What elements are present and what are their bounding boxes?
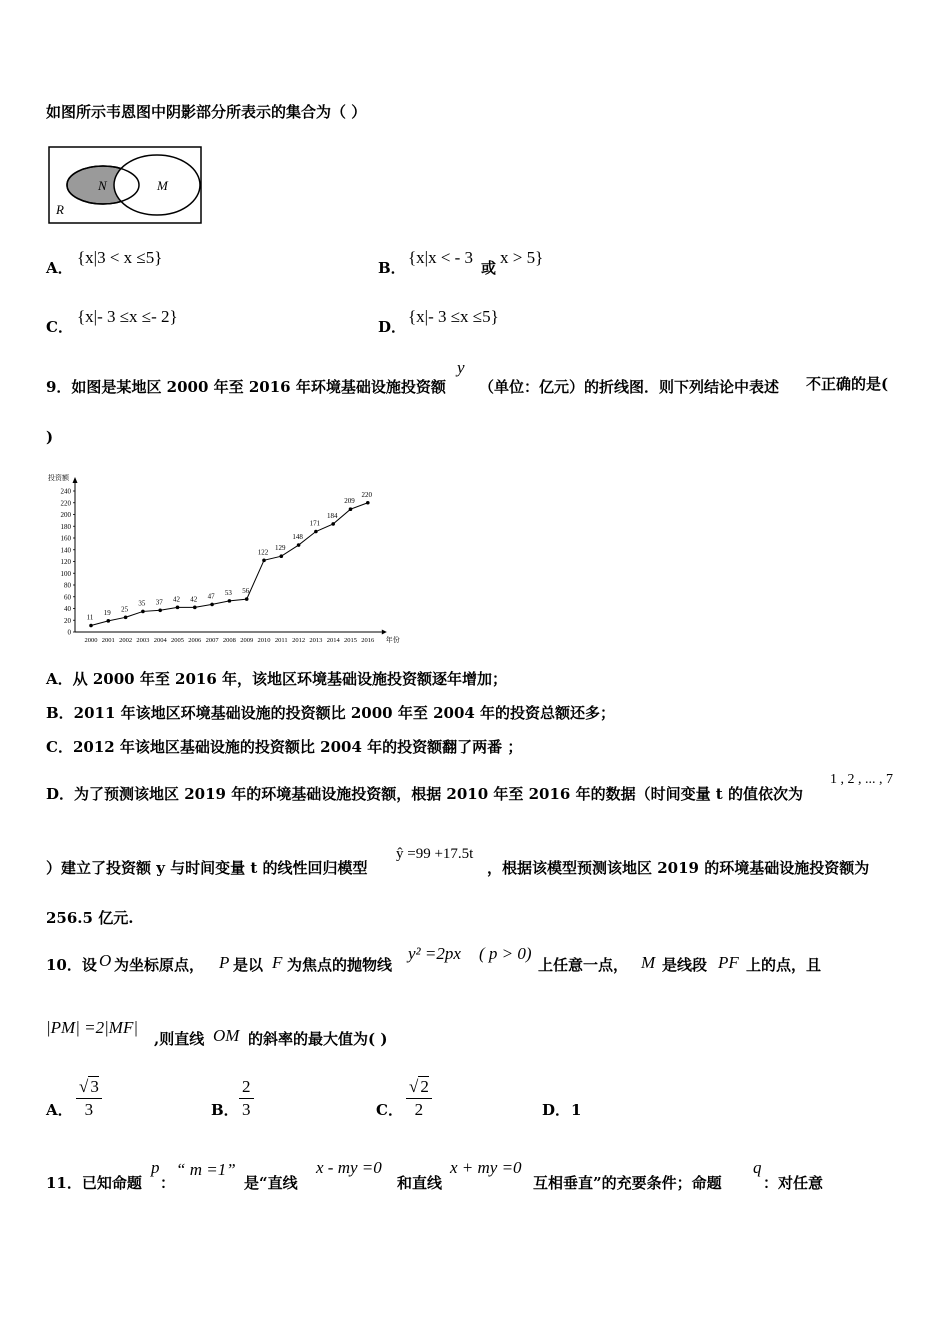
q9-option-d-text-a: D．为了预测该地区 2019 年的环境基础设施投资额，根据 2010 年至 2016 年的数据（时间变量 t 的值依次为 xyxy=(46,785,803,803)
chart-x-tick-label: 2002 xyxy=(119,637,133,644)
q9-option-c: C．2012 年该地区基础设施的投资额比 2004 年的投资额翻了两番 ； xyxy=(46,738,523,756)
chart-point xyxy=(89,624,93,628)
q8-option-a-letter: A． xyxy=(46,259,73,277)
chart-y-tick-label: 240 xyxy=(60,487,71,496)
chart-point xyxy=(245,597,249,601)
chart-point xyxy=(158,608,162,612)
q11-line-2: x + my =0 xyxy=(450,1158,522,1177)
q10-option-d-letter: D． xyxy=(542,1101,571,1119)
chart-data-label: 25 xyxy=(121,605,129,614)
chart-data-label: 209 xyxy=(344,497,355,506)
chart-point xyxy=(176,606,180,610)
chart-point xyxy=(124,616,128,620)
chart-data-label: 122 xyxy=(257,548,269,557)
q11-text-3: 互相垂直”的充要条件；命题 xyxy=(533,1174,722,1192)
q9-option-d-sequence: 1 , 2 , ... , 7 xyxy=(830,772,893,787)
chart-y-tick-label: 80 xyxy=(64,581,71,590)
q9-stem-c: 不正确的是( xyxy=(806,375,889,393)
q10-option-b-denominator: 3 xyxy=(242,1100,251,1119)
q8-option-b-math-a: {x|x < - 3 xyxy=(408,248,474,267)
chart-x-tick-label: 2015 xyxy=(344,637,357,644)
chart-data-label: 42 xyxy=(173,595,180,604)
investment-line-chart xyxy=(44,470,400,648)
chart-x-tick-label: 2001 xyxy=(101,637,115,644)
q11-text-4: ：对任意 xyxy=(763,1174,824,1192)
chart-x-axis-arrow xyxy=(382,630,387,635)
chart-point xyxy=(193,606,197,610)
chart-point xyxy=(107,619,111,623)
q11-line-1: x - my =0 xyxy=(316,1158,382,1177)
q11-var-p: p xyxy=(151,1158,160,1177)
chart-data-label: 171 xyxy=(309,519,321,528)
q10-text-3: 为焦点的抛物线 xyxy=(287,956,393,974)
q10-text-4: 上任意一点， xyxy=(538,956,629,974)
q10-ratio: |PM| =2|MF| xyxy=(46,1018,139,1037)
chart-x-tick-label: 2000 xyxy=(84,637,98,644)
q10-option-b-fraction xyxy=(239,1076,254,1121)
chart-point xyxy=(228,599,232,603)
q11-colon-1: ： xyxy=(160,1174,176,1192)
chart-point xyxy=(141,610,145,614)
chart-x-tick-label: 2007 xyxy=(205,637,219,644)
q9-stem-b: （单位：亿元）的折线图．则下列结论中表述 xyxy=(479,378,780,396)
q10-option-c-numerator: 2 xyxy=(420,1077,429,1096)
q10-var-om: OM xyxy=(213,1026,240,1045)
chart-x-tick-label: 2008 xyxy=(222,637,236,644)
chart-point xyxy=(314,530,318,534)
chart-y-axis-arrow xyxy=(73,477,78,483)
q10-text-2: 是以 xyxy=(233,956,264,974)
q9-option-b: B．2011 年该地区环境基础设施的投资额比 2000 年至 2004 年的投资总额还多； xyxy=(46,704,616,722)
chart-data-label: 11 xyxy=(86,613,94,622)
q10-text-6: 上的点，且 xyxy=(746,956,822,974)
chart-data-label: 148 xyxy=(292,533,303,542)
q10-option-a-denominator: 3 xyxy=(84,1100,94,1119)
chart-x-tick-label: 2004 xyxy=(153,637,167,644)
chart-data-label: 35 xyxy=(138,599,146,608)
venn-diagram xyxy=(48,146,204,226)
q8-option-d-letter: D． xyxy=(378,318,407,336)
q10-label: 10．设 xyxy=(46,956,97,974)
q9-option-d-text-b: ）建立了投资额 y 与时间变量 t 的线性回归模型 xyxy=(46,859,368,877)
chart-data-label: 42 xyxy=(190,595,198,604)
q10-option-c-denominator: 2 xyxy=(414,1100,424,1119)
q9-option-a: A．从 2000 年至 2016 年，该地区环境基础设施投资额逐年增加； xyxy=(46,670,508,688)
chart-y-tick-label: 180 xyxy=(60,522,71,531)
chart-y-tick-label: 40 xyxy=(64,605,71,613)
chart-point xyxy=(297,543,301,547)
q10-var-p: P xyxy=(219,953,230,972)
chart-point xyxy=(280,554,284,558)
chart-point xyxy=(366,501,370,505)
q8-option-d-math: {x|- 3 ≤x ≤5} xyxy=(408,307,499,326)
q10-option-d-value: 1 xyxy=(571,1101,582,1119)
q10-option-a-fraction: $\frac{√ 3}{3}$ xyxy=(76,1076,102,1121)
chart-data-label: 37 xyxy=(155,598,163,607)
chart-point xyxy=(262,559,266,563)
q8-option-c-math: {x|- 3 ≤x ≤- 2} xyxy=(77,307,178,326)
chart-x-tick-label: 2011 xyxy=(274,637,288,644)
q11-var-q: q xyxy=(753,1158,762,1177)
chart-x-tick-label: 2003 xyxy=(136,637,150,644)
q8-option-a-math: {x|3 < x ≤5} xyxy=(77,248,163,267)
chart-x-tick-label: 2005 xyxy=(171,637,184,644)
q10-var-o: O xyxy=(99,951,112,970)
chart-x-label: 年份 xyxy=(385,636,400,644)
q10-condition: ( p > 0) xyxy=(479,944,532,963)
chart-x-tick-label: 2016 xyxy=(361,637,375,644)
q8-option-c-letter: C． xyxy=(46,318,73,336)
q8-option-b-letter: B． xyxy=(378,259,406,277)
q8-option-b-or: 或 xyxy=(481,259,497,277)
q10-var-f: F xyxy=(272,953,283,972)
chart-y-tick-label: 200 xyxy=(60,511,71,519)
venn-label-m: M xyxy=(157,178,168,193)
chart-point xyxy=(210,603,214,607)
chart-x-tick-label: 2010 xyxy=(257,637,271,644)
q9-stem-a: 9．如图是某地区 2000 年至 2016 年环境基础设施投资额 xyxy=(46,378,446,396)
q10-option-a-letter: A． xyxy=(46,1101,73,1119)
chart-x-tick-label: 2009 xyxy=(240,637,254,644)
chart-y-tick-label: 120 xyxy=(60,558,71,566)
q10-var-m: M xyxy=(641,953,656,972)
chart-series-line xyxy=(91,503,368,626)
chart-x-tick-label: 2013 xyxy=(309,637,323,644)
venn-label-n: N xyxy=(98,178,107,193)
q10-option-c-fraction: $\frac{√ 2}{2}$ xyxy=(406,1076,432,1121)
q10-option-b-numerator: 2 xyxy=(239,1076,254,1099)
chart-y-label: 投资额 xyxy=(48,474,69,482)
q11-text-1: 是“直线 xyxy=(244,1174,298,1192)
q10-option-a-numerator: 3 xyxy=(90,1077,99,1096)
q8-stem: 如图所示韦恩图中阴影部分所表示的集合为（ ） xyxy=(46,103,367,121)
q11-text-2: 和直线 xyxy=(397,1174,443,1192)
q10-parabola: y² =2px xyxy=(408,944,461,963)
q9-stem-d: ) xyxy=(46,428,54,446)
chart-y-tick-label: 20 xyxy=(64,616,71,625)
chart-data-label: 129 xyxy=(275,544,286,553)
chart-point xyxy=(349,507,353,511)
chart-data-label: 53 xyxy=(224,588,232,597)
q10-text-7: ,则直线 xyxy=(154,1030,205,1048)
chart-data-label: 184 xyxy=(326,511,338,520)
chart-y-tick-label: 0 xyxy=(67,628,71,637)
chart-y-tick-label: 140 xyxy=(60,546,71,555)
q9-option-d-text-c: ，根据该模型预测该地区 2019 的环境基础设施投资额为 xyxy=(487,859,870,877)
q9-var-y: y xyxy=(457,358,465,377)
q11-label: 11．已知命题 xyxy=(46,1174,142,1192)
chart-y-tick-label: 160 xyxy=(60,534,71,543)
q11-m-condition: “ m =1” xyxy=(176,1160,236,1179)
q9-option-d-text-d: 256.5 亿元. xyxy=(46,909,134,927)
chart-data-label: 56 xyxy=(242,587,250,596)
chart-y-tick-label: 100 xyxy=(60,569,71,578)
q10-text-1: 为坐标原点， xyxy=(114,956,205,974)
chart-y-tick-label: 220 xyxy=(60,499,71,508)
q9-option-d-model: ŷ =99 +17.5t xyxy=(396,846,474,862)
chart-data-label: 19 xyxy=(103,608,111,617)
chart-x-tick-label: 2006 xyxy=(188,637,202,644)
q10-var-pf: PF xyxy=(718,953,739,972)
chart-x-tick-label: 2014 xyxy=(326,637,340,644)
chart-data-label: 220 xyxy=(361,490,373,499)
chart-y-tick-label: 60 xyxy=(64,593,71,602)
venn-label-r: R xyxy=(56,202,64,217)
q8-option-b-math-b: x > 5} xyxy=(500,248,544,267)
chart-x-tick-label: 2012 xyxy=(292,637,306,644)
chart-point xyxy=(331,522,335,526)
q10-option-c-letter: C． xyxy=(376,1101,403,1119)
q10-text-8: 的斜率的最大值为( ) xyxy=(248,1030,388,1048)
q10-option-b-letter: B． xyxy=(211,1101,239,1119)
q10-text-5: 是线段 xyxy=(662,956,708,974)
chart-data-label: 47 xyxy=(207,592,215,601)
